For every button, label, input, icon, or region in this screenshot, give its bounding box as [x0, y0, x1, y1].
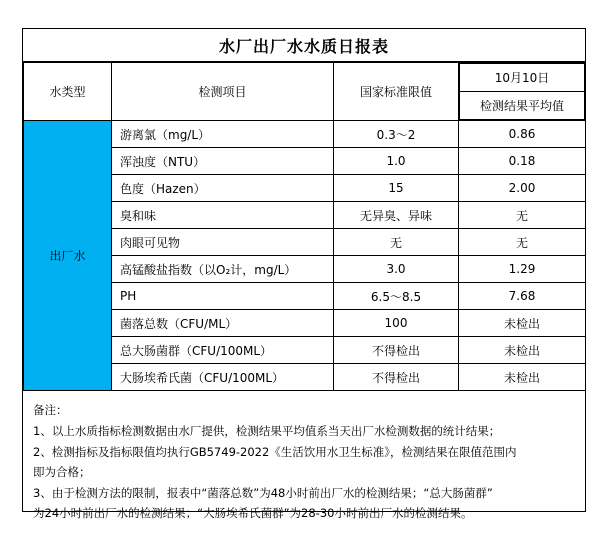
row-item: 菌落总数（CFU/ML） — [112, 310, 334, 337]
report-frame — [22, 28, 586, 521]
row-result: 未检出 — [459, 337, 586, 364]
row-standard: 1.0 — [334, 148, 459, 175]
row-item: 肉眼可见物 — [112, 229, 334, 256]
row-result: 0.18 — [459, 148, 586, 175]
row-result: 7.68 — [459, 283, 586, 310]
row-standard: 无 — [334, 229, 459, 256]
row-result: 1.29 — [459, 256, 586, 283]
notes-section — [23, 391, 585, 524]
water-quality-table — [23, 62, 586, 391]
header-standard: 国家标准限值 — [334, 63, 459, 121]
note-line: 2、检测指标及指标限值均执行GB5749-2022《生活饮用水卫生标准》，检测结果在限值范围内 — [33, 444, 517, 459]
header-result-label: 检测结果平均值 — [460, 92, 585, 120]
header-water-type: 水类型 — [24, 63, 112, 121]
row-standard: 100 — [334, 310, 459, 337]
page-title: 水厂出厂水水质日报表 — [218, 36, 389, 56]
row-item: 臭和味 — [112, 202, 334, 229]
row-standard: 不得检出 — [334, 364, 459, 391]
row-result: 无 — [459, 202, 586, 229]
table-row — [24, 121, 586, 148]
row-item: 浑浊度（NTU） — [112, 148, 334, 175]
header-item: 检测项目 — [112, 63, 334, 121]
row-standard: 0.3～2 — [334, 121, 459, 148]
header-date: 10月10日 — [460, 64, 585, 92]
row-standard: 15 — [334, 175, 459, 202]
row-item: 游离氯（mg/L） — [112, 121, 334, 148]
row-item: 大肠埃希氏菌（CFU/100ML） — [112, 364, 334, 391]
row-item: 色度（Hazen） — [112, 175, 334, 202]
table-header-row — [24, 63, 586, 121]
header-date-group — [459, 63, 586, 121]
row-item: 总大肠菌群（CFU/100ML） — [112, 337, 334, 364]
row-result: 2.00 — [459, 175, 586, 202]
row-result: 未检出 — [459, 310, 586, 337]
note-line: 即为合格； — [33, 465, 91, 480]
notes-title: 备注： — [33, 403, 68, 417]
note-line: 3、由于检测方法的限制，报表中“菌落总数”为48小时前出厂水的检测结果；“总大肠菌群” — [33, 485, 493, 500]
row-result: 未检出 — [459, 364, 586, 391]
row-item: PH — [112, 283, 334, 310]
row-standard: 3.0 — [334, 256, 459, 283]
water-type-cell: 出厂水 — [24, 121, 112, 391]
row-standard: 无异臭、异味 — [334, 202, 459, 229]
row-standard: 不得检出 — [334, 337, 459, 364]
row-standard: 6.5～8.5 — [334, 283, 459, 310]
note-line: 1、以上水质指标检测数据由水厂提供，检测结果平均值系当天出厂水检测数据的统计结果； — [33, 424, 501, 439]
row-result: 0.86 — [459, 121, 586, 148]
report-title-row — [23, 29, 585, 62]
row-result: 无 — [459, 229, 586, 256]
note-line: 为24小时前出厂水的检测结果；“大肠埃希氏菌群”为28-30小时前出厂水的检测结果。 — [33, 506, 473, 521]
row-item: 高锰酸盐指数（以O₂计，mg/L） — [112, 256, 334, 283]
